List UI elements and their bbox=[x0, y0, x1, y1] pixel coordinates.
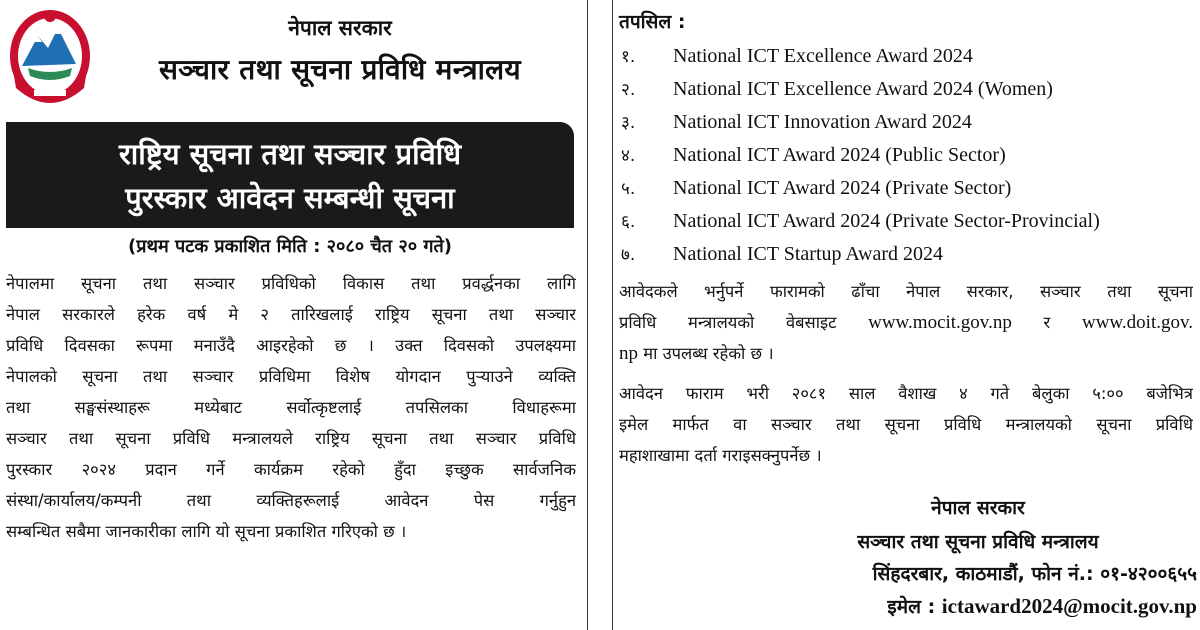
body-line: नेपालमा सूचना तथा सञ्चार प्रविधिको विकास तथा प्रवर्द्धनका लागि bbox=[6, 274, 576, 293]
award-number: ७. bbox=[621, 245, 636, 265]
award-item bbox=[621, 73, 1191, 106]
form-note-text: मा उपलब्ध रहेको छ । bbox=[638, 344, 774, 363]
award-item bbox=[621, 205, 1191, 238]
award-name: National ICT Award 2024 (Public Sector) bbox=[673, 144, 1006, 166]
form-note-line: आवेदकले भर्नुपर्ने फारामको ढाँचा नेपाल सरकार, सञ्चार तथा सूचना bbox=[619, 282, 1193, 301]
award-name: National ICT Award 2024 (Private Sector) bbox=[673, 177, 1012, 199]
signature-email bbox=[753, 593, 1197, 619]
notice-body bbox=[6, 268, 576, 547]
form-note-text: र bbox=[1011, 313, 1082, 332]
award-name: National ICT Startup Award 2024 bbox=[673, 243, 943, 265]
deadline-line: आवेदन फाराम भरी २०८१ साल वैशाख ४ गते बेलुका ५:०० बजेभित्र bbox=[619, 384, 1193, 403]
award-name: National ICT Excellence Award 2024 bbox=[673, 45, 973, 67]
award-name: National ICT Innovation Award 2024 bbox=[673, 111, 972, 133]
body-line: पुरस्कार २०२४ प्रदान गर्ने कार्यक्रम रहेको हुँदा इच्छुक सार्वजनिक bbox=[6, 460, 576, 479]
award-item bbox=[621, 106, 1191, 139]
website-link-mocit[interactable]: www.mocit.gov.np bbox=[868, 312, 1012, 333]
form-note-text: प्रविधि मन्त्रालयको वेबसाइट bbox=[619, 313, 869, 332]
award-item bbox=[621, 238, 1191, 271]
form-note-line bbox=[619, 307, 1193, 338]
deadline-line: महाशाखामा दर्ता गराइसक्नुपर्नेछ । bbox=[619, 446, 822, 465]
body-line: नेपाल सरकारले हरेक वर्ष मे २ तारिखलाई राष्ट्रिय सूचना तथा सञ्चार bbox=[6, 305, 576, 324]
award-item bbox=[621, 40, 1191, 73]
body-line: सञ्चार तथा सूचना प्रविधि मन्त्रालयले राष्ट्रिय सूचना तथा सञ्चार प्रविधि bbox=[6, 429, 576, 448]
award-item bbox=[621, 139, 1191, 172]
award-list bbox=[621, 40, 1191, 271]
body-line: प्रविधि दिवसका रूपमा मनाउँदै आइरहेको छ । उक्त दिवसको उपलक्ष्यमा bbox=[6, 336, 576, 355]
award-number: २. bbox=[621, 80, 636, 100]
email-link[interactable]: ictaward2024@mocit.gov.np bbox=[941, 594, 1197, 618]
award-name: National ICT Award 2024 (Private Sector-Provincial) bbox=[673, 210, 1100, 232]
award-name: National ICT Excellence Award 2024 (Women) bbox=[673, 78, 1053, 100]
notice-left-column bbox=[0, 0, 588, 630]
award-item bbox=[621, 172, 1191, 205]
body-line: संस्था/कार्यालय/कम्पनी तथा व्यक्तिहरूलाई आवेदन पेस गर्नुहुन bbox=[6, 491, 576, 510]
ministry-name: सञ्चार तथा सूचना प्रविधि मन्त्रालय bbox=[159, 53, 521, 86]
body-line: नेपालको सूचना तथा सञ्चार प्रविधिमा विशेष योगदान पुर्‍याउने व्यक्ति bbox=[6, 367, 576, 386]
government-name: नेपाल सरकार bbox=[288, 16, 392, 40]
body-line: तथा सङ्घसंस्थाहरू मध्येबाट सर्वोत्कृष्टलाई तपसिलका विधाहरूमा bbox=[6, 398, 576, 417]
award-number: ३. bbox=[621, 113, 636, 133]
award-number: १. bbox=[621, 47, 636, 67]
deadline-line: इमेल मार्फत वा सञ्चार तथा सूचना प्रविधि मन्त्रालयको सूचना प्रविधि bbox=[619, 415, 1193, 434]
website-link-doit-continued[interactable]: np bbox=[619, 343, 638, 364]
award-number: ५. bbox=[621, 179, 636, 199]
award-number: ४. bbox=[621, 146, 636, 166]
form-note bbox=[619, 276, 1193, 369]
banner-title-line-2: पुरस्कार आवेदन सम्बन्धी सूचना bbox=[125, 181, 455, 215]
publication-date: (प्रथम पटक प्रकाशित मिति : २०८० चैत २० गते) bbox=[128, 236, 452, 257]
banner-title-line-1: राष्ट्रिय सूचना तथा सञ्चार प्रविधि bbox=[118, 137, 462, 171]
signature-government: नेपाल सरकार bbox=[931, 497, 1025, 519]
notice-title-banner bbox=[6, 122, 574, 228]
email-label: इमेल : bbox=[887, 596, 942, 618]
website-link-doit[interactable]: www.doit.gov. bbox=[1081, 312, 1193, 333]
government-emblem-icon bbox=[4, 6, 96, 110]
body-line: सम्बन्धित सबैमा जानकारीका लागि यो सूचना प्रकाशित गरिएको छ । bbox=[6, 522, 407, 541]
signature-ministry: सञ्चार तथा सूचना प्रविधि मन्त्रालय bbox=[857, 531, 1099, 553]
form-note-line bbox=[619, 338, 1193, 369]
award-number: ६. bbox=[621, 212, 636, 232]
details-heading: तपसिल : bbox=[619, 11, 686, 33]
notice-right-column bbox=[612, 0, 1200, 630]
signature-address: सिंहदरबार, काठमाडौं, फोन नं.: ०१-४२००६५५ bbox=[872, 563, 1197, 585]
deadline-note bbox=[619, 378, 1193, 471]
